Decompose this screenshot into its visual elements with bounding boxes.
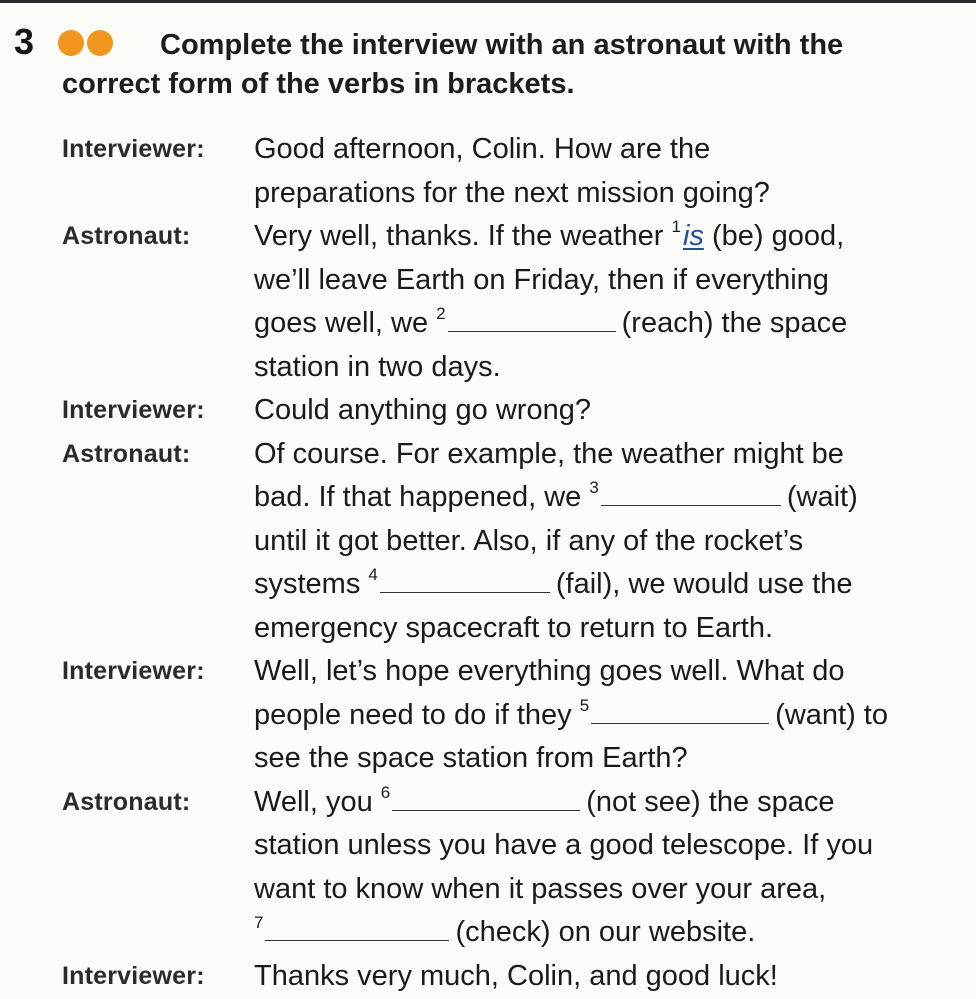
interview-dialogue — [62, 128, 962, 998]
speech-line: systems $^4$ (fail), we would use the — [254, 565, 853, 600]
dialogue-turn — [62, 955, 962, 999]
speech-text — [254, 955, 962, 999]
speech-line: see the space station from Earth? — [254, 742, 688, 774]
answer-blank-6[interactable] — [392, 788, 580, 811]
speech-line: people need to do if they $^5$ (want) to — [254, 695, 888, 731]
answer-blank-3[interactable] — [601, 483, 781, 506]
speech-text — [254, 389, 962, 433]
speaker-label: Interviewer: — [62, 135, 205, 163]
gap-number: 3 — [589, 478, 599, 497]
dialogue-turn — [62, 433, 962, 651]
speech-line: Good afternoon, Colin. How are the — [254, 133, 711, 165]
answer-blank-7[interactable] — [265, 918, 449, 941]
gap-number: 4 — [368, 565, 378, 584]
speech-line: station in two days. — [254, 350, 501, 383]
speech-line: Well, let’s hope everything goes well. What do — [254, 655, 845, 687]
speech-line: Well, you $^6$ (not see) the space — [254, 782, 835, 818]
speaker-label: Astronaut: — [62, 439, 191, 468]
speech-line: Very well, thanks. If the weather $^1$is (be) good, — [254, 217, 845, 252]
answer-blank-2[interactable] — [448, 309, 616, 332]
speech-line: station unless you have a good telescope. If you — [254, 829, 874, 861]
exercise-number: 3 — [14, 21, 35, 62]
speaker-label: Astronaut: — [62, 222, 191, 250]
speech-line: until it got better. Also, if any of the rocket’s — [254, 524, 804, 557]
speaker-label: Astronaut: — [62, 787, 191, 816]
speech-line: $^7$ (check) on our website. — [254, 913, 756, 948]
exercise-instruction: Complete the interview with an astronaut with the correct form of the verbs in brackets. — [62, 29, 844, 100]
gap-number: 7 — [254, 913, 264, 932]
speech-text — [254, 128, 962, 215]
speech-line: Could anything go wrong? — [254, 394, 591, 426]
dialogue-turn — [62, 215, 962, 389]
speech-line: we’ll leave Earth on Friday, then if everything — [254, 263, 829, 296]
speaker-label: Interviewer: — [62, 961, 205, 990]
gap-number: 6 — [380, 782, 391, 802]
speech-text — [254, 781, 962, 955]
speech-line: emergency spacecraft to return to Earth. — [254, 611, 774, 644]
speech-line: goes well, we $^2$ (reach) the space — [254, 304, 848, 339]
speech-line: Of course. For example, the weather might be — [254, 437, 844, 470]
answer-blank-5[interactable] — [591, 701, 769, 724]
dialogue-turn — [62, 650, 962, 781]
speech-text — [254, 215, 962, 389]
speech-line: want to know when it passes over your area, — [254, 872, 827, 905]
gap-number: 2 — [436, 304, 446, 323]
speech-line: preparations for the next mission going? — [254, 176, 770, 209]
speech-line: bad. If that happened, we $^3$ (wait) — [254, 478, 858, 513]
speech-text — [254, 650, 962, 781]
gap-number: 1 — [671, 217, 681, 236]
speech-text — [254, 433, 962, 651]
speaker-label: Interviewer: — [62, 657, 205, 685]
gap-number: 5 — [579, 695, 590, 715]
answer-blank-4[interactable] — [380, 570, 550, 593]
top-rule — [0, 0, 976, 3]
example-answer: is — [682, 220, 704, 252]
dialogue-turn — [62, 781, 962, 955]
speech-line: Thanks very much, Colin, and good luck! — [254, 959, 778, 992]
dialogue-turn — [62, 389, 962, 433]
dialogue-turn — [62, 128, 962, 215]
speaker-label: Interviewer: — [62, 396, 205, 424]
